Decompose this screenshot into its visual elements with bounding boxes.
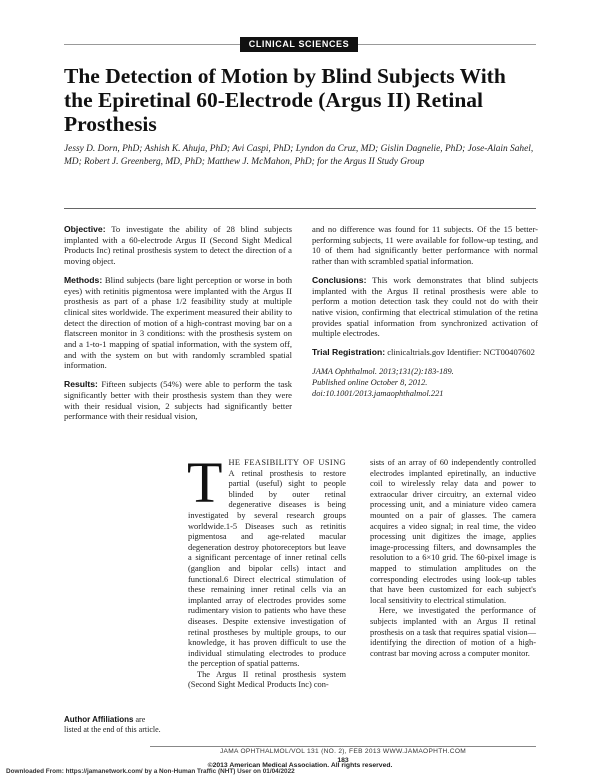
results-text: Fifteen subjects (54%) were able to perform the task significantly better with their prosthesis system than they were with their residual vision, 2 subjects had significantly better performance with their residual vision, (64, 379, 292, 422)
page-number: 183 (337, 757, 349, 764)
abstract-results (64, 379, 292, 422)
abstract-objective (64, 224, 292, 267)
citation-line-1: JAMA Ophthalmol. 2013;131(2):183-189. (312, 366, 454, 376)
trial-registration (312, 347, 538, 358)
citation-block (312, 366, 538, 399)
system-paragraph: sists of an array of 60 independently controlled electrodes implanted epiretinally, an inductive coil to wirelessly relay data and power to extraocular driver circuitry, an external video processing unit, and a miniature video camera mounted on a pair of glasses. The camera acquires a video signal; in real time, the video processing unit digitizes the image, applies image-processing filters, and downsamples the resolution to a 6×10 grid. The 60-pixel image is mapped to stimulation amplitudes on the corresponding electrodes using look-up tables that have been customized for each subject's local sensitivity to electrical stimulation. (370, 458, 536, 605)
article-title: The Detection of Motion by Blind Subjects With the Epiretinal 60-Electrode (Argus II) Retinal Prosthesis (64, 64, 506, 136)
results-continued: and no difference was found for 11 subjects. Of the 15 better-performing subjects, 11 were available for follow-up testing, and 10 of them had significantly better performance with normal rather than with scrambled spatial information. (312, 224, 538, 267)
study-paragraph: Here, we investigated the performance of subjects implanted with an Argus II retinal prosthesis on a task that requires spatial vision—identifying the direction of motion of a high-contrast bar moving across a computer monitor. (370, 606, 536, 658)
objective-label: Objective: (64, 224, 106, 234)
abstract-conclusions (312, 275, 538, 339)
results-label: Results: (64, 379, 98, 390)
header-rule-left (64, 44, 240, 45)
body-right-column (370, 458, 536, 659)
abstract-left-column (64, 224, 292, 430)
body-left-column (187, 450, 346, 691)
author-list: Jessy D. Dorn, PhD; Ashish K. Ahuja, PhD; Avi Caspi, PhD; Lyndon da Cruz, MD; Gislin Dagnelie, PhD; Jose-Alain Sahel, MD; Robert J. Greenberg, MD, PhD; Matthew J. McMahon, PhD; for the Argus II Study Group (64, 144, 534, 167)
intro-text: retinal prosthesis to restore partial (useful) sight to people blinded by outer retinal degenerative diseases is being investigated by several research groups worldwide.1-5 Diseases such as retinitis pigmentosa and age-related macular degeneration destroy photoreceptors but leave a significant percentage of inner retinal cells (ganglion and bipolar cells) intact and functional.6 Direct electrical stimulation of these remaining inner retinal cells via an implanted array of electrodes provides some rudimentary vision to patients who have these diseases. Despite extensive investigation of retinal prostheses by multiple groups, to our knowledge, it has proven difficult to use the individual stimulating electrodes to produce the perception of spatial patterns. (188, 468, 346, 669)
journal-footer: JAMA OPHTHALMOL/VOL 131 (NO. 2), FEB 2013 WWW.JAMAOPHTH.COM (219, 748, 467, 755)
methods-text: Blind subjects (bare light perception or worse in both eyes) with retinitis pigmentosa were implanted with the Argus II prosthesis as part of a phase 1/2 feasibility study at multiple clinical sites worldwide. The experiment measured their ability to detect the direction of motion of a high-contrast moving bar on a flatscreen monitor in 3 conditions: with the prosthesis system on and a 1-to-1 mapping of spatial information, with the system off, and with the system on but with randomly scrambled spatial information. (64, 274, 292, 371)
trial-label: Trial Registration: (312, 347, 386, 358)
drop-cap: T (187, 450, 223, 515)
header-rule-right (358, 44, 536, 45)
abstract-methods (64, 275, 292, 371)
abstract-right-column (312, 224, 538, 399)
affiliations-text: are listed at the end of this article. (64, 715, 161, 734)
trial-text: clinicaltrials.gov Identifier: NCT00407602 (387, 347, 535, 358)
copyright-line: ©2013 American Medical Association. All rights reserved. (207, 762, 393, 769)
conclusions-label: Conclusions: (312, 274, 367, 285)
affiliations-label: Author Affiliations (64, 715, 134, 724)
intro-paragraph (187, 450, 346, 670)
conclusions-text: This work demonstrates that blind subjects implanted with the Argus II retinal prosthesis were able to perform a motion detection task they could not do with their native vision, confirming that electrical stimulation of the retina provides spatial information from synchronized activation of multiple electrodes. (312, 274, 539, 339)
argus-paragraph: The Argus II retinal prosthesis system (Second Sight Medical Products Inc) con- (188, 669, 346, 690)
download-notice: Downloaded From: https://jamanetwork.com/ by a Non-Human Traffic (NHT) User on 01/04/2022 (6, 768, 295, 775)
section-tag: CLINICAL SCIENCES (240, 37, 358, 52)
footer-rule (150, 746, 536, 747)
citation-line-2: Published online October 8, 2012. (312, 377, 428, 387)
objective-text: To investigate the ability of 28 blind subjects implanted with a 60-electrode Argus II (Second Sight Medical Products Inc) retinal prosthesis system to detect the direction of a moving object. (64, 224, 292, 267)
citation-doi[interactable]: doi:10.1001/2013.jamaophthalmol.221 (312, 388, 444, 398)
abstract-divider (64, 208, 536, 209)
lead-in: HE FEASIBILITY OF USING A (228, 458, 346, 478)
author-affiliations-note (64, 715, 164, 735)
methods-label: Methods: (64, 274, 103, 285)
